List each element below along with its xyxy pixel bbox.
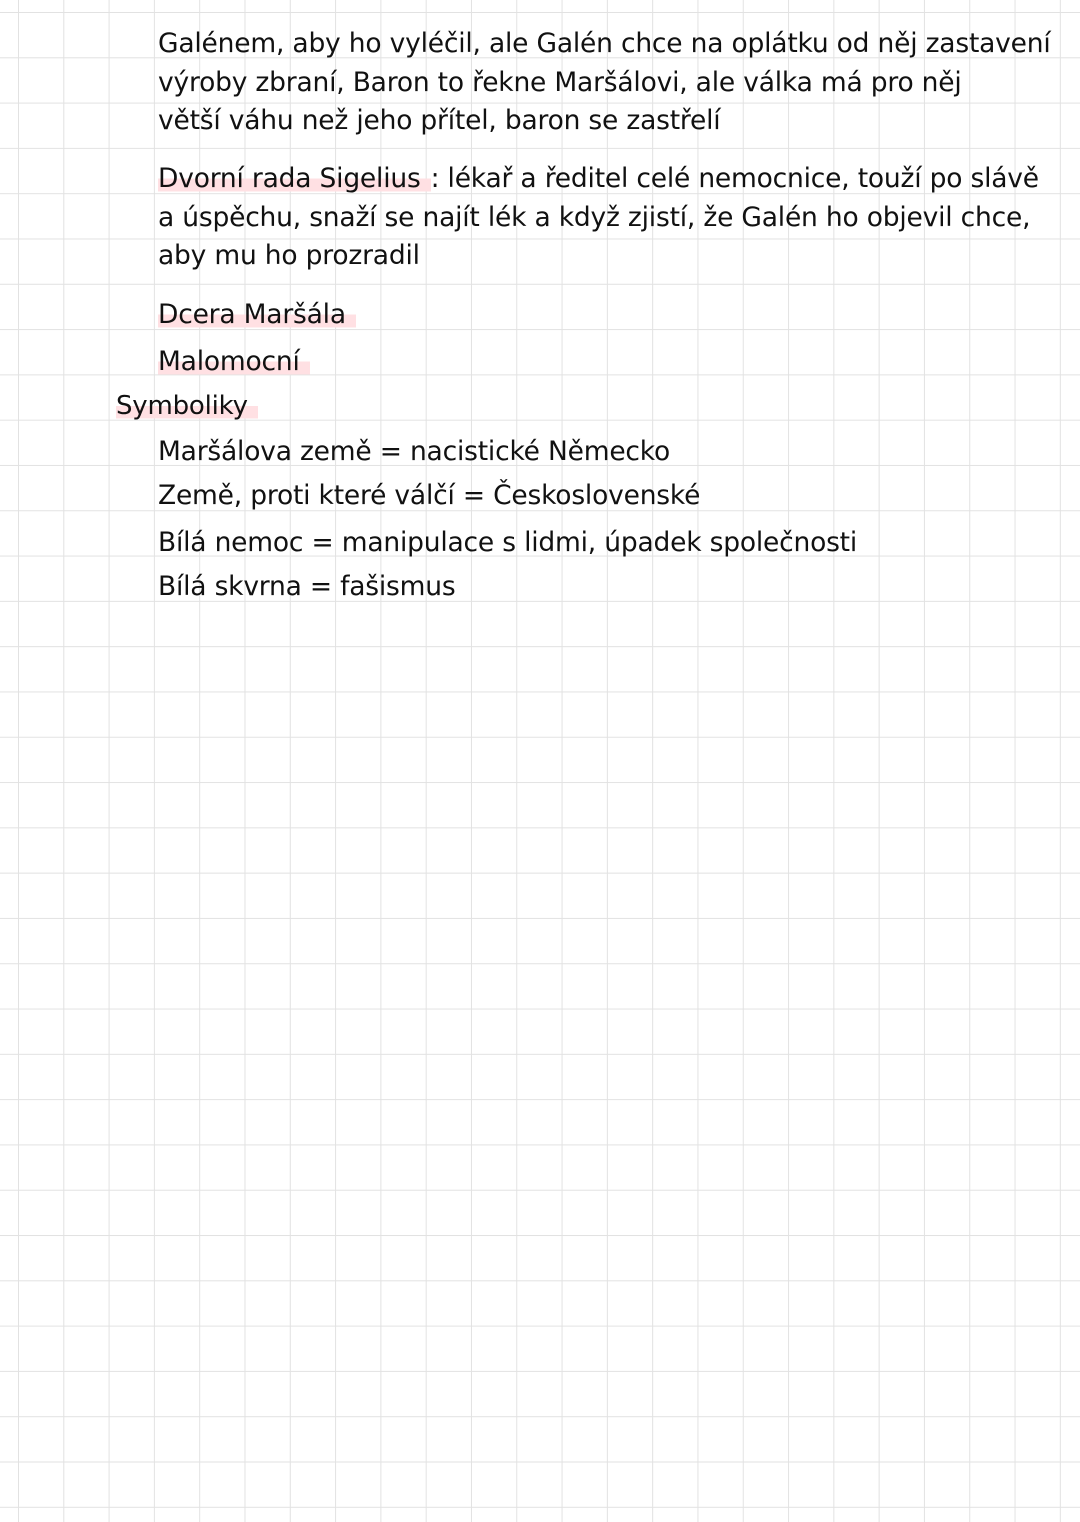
symbolism-heading-text: Symboliky [116, 391, 258, 421]
symbolism-item: Maršálova země = nacistické Německo [158, 436, 671, 467]
sigelius-name: Dvorní rada Sigelius [158, 163, 431, 194]
baron-paragraph: Galénem, aby ho vyléčil, ale Galén chce na oplátku od něj zastavení výroby zbraní, Baron to řekne Maršálovi, ale válka má pro něj větší váhu než jeho přítel, baron se zastřelí [158, 28, 1051, 137]
character-item [158, 343, 310, 381]
character-label: Dcera Maršála [158, 299, 356, 330]
sigelius-description: : lékař a ředitel celé nemocnice, touží po slávě a úspěchu, snaží se najít lék a když zjistí, že Galén ho objevil chce, aby mu ho prozradil [158, 163, 1039, 272]
symbolism-item: Bílá nemoc = manipulace s lidmi, úpadek společnosti [158, 527, 858, 558]
character-label: Malomocní [158, 346, 310, 377]
sigelius-paragraph [158, 160, 1063, 276]
symbolism-heading [116, 387, 258, 425]
symbolism-item: Bílá skvrna = fašismus [158, 571, 456, 602]
symbolism-item: Země, proti které válčí = Československé [158, 480, 701, 511]
character-item [158, 296, 356, 334]
